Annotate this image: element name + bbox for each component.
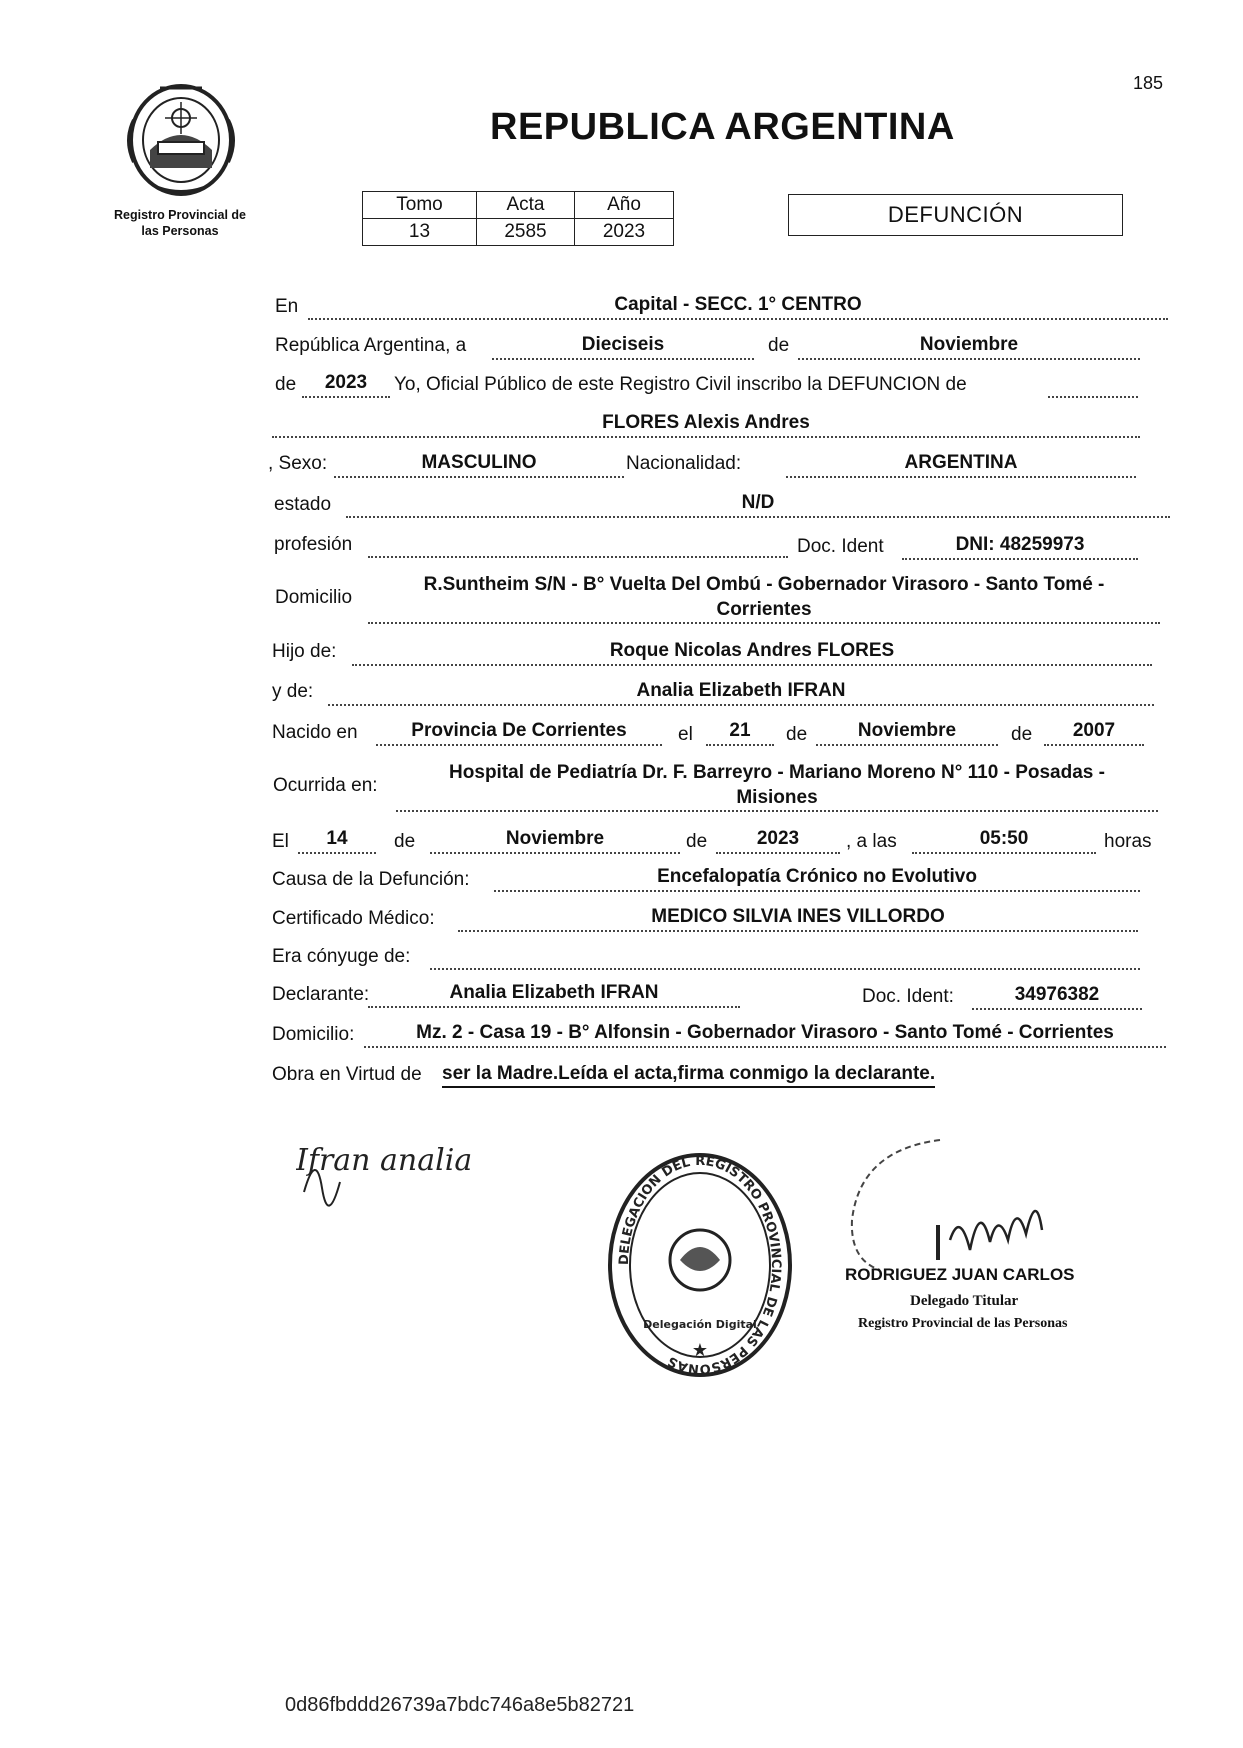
declarante-value: Analia Elizabeth IFRAN [368, 982, 740, 1008]
declarant-signature [296, 1140, 536, 1210]
page-number: 185 [1133, 73, 1164, 93]
domicilio-value: R.Suntheim S/N - B° Vuelta Del Ombú - Gobernador Virasoro - Santo Tomé - Corrientes [368, 572, 1160, 624]
anio-value: 2023 [302, 372, 390, 398]
domicilio-label: Domicilio [275, 587, 353, 608]
en-label: En [275, 296, 299, 317]
decl-domicilio-value: Mz. 2 - Casa 19 - B° Alfonsin - Gobernador Virasoro - Santo Tomé - Corrientes [364, 1022, 1166, 1048]
value-anio: 2023 [575, 219, 674, 246]
sexo-value: MASCULINO [334, 452, 624, 478]
officer-role: Delegado Titular [910, 1293, 1019, 1309]
document-hash: 0d86fbddd26739a7bdc746a8e5b82721 [285, 1694, 635, 1716]
ocurrida-label: Ocurrida en: [273, 775, 378, 796]
nacionalidad-label: Nacionalidad: [626, 453, 742, 474]
svg-text:Ifran analia: Ifran analia [296, 1143, 473, 1178]
ocurrida-value: Hospital de Pediatría Dr. F. Barreyro - Mariano Moreno N° 110 - Posadas - Misiones [396, 760, 1158, 812]
nacido-dia: 21 [706, 720, 774, 746]
en-value: Capital - SECC. 1° CENTRO [308, 294, 1168, 320]
horas-label: horas [1104, 831, 1152, 852]
svg-text:★: ★ [691, 1340, 709, 1360]
registry-label: Registro Provincial de las Personas [114, 208, 246, 238]
causa-value: Encefalopatía Crónico no Evolutivo [494, 866, 1140, 892]
svg-text:DELEGACION DEL REGISTRO PROVIN: DELEGACION DEL REGISTRO PROVINCIAL DE LAS PERSONAS [616, 1153, 784, 1377]
estado-value: N/D [346, 492, 1170, 518]
causa-label: Causa de la Defunción: [272, 869, 470, 890]
de3-label: de [786, 724, 808, 745]
nacido-label: Nacido en [272, 722, 358, 743]
certificado-label: Certificado Médico: [272, 908, 435, 929]
mes-value: Noviembre [798, 334, 1140, 360]
fallec-anio: 2023 [716, 828, 840, 854]
de5-label: de [394, 831, 416, 852]
doc-ident-value: DNI: 48259973 [902, 534, 1138, 560]
hijo-label: Hijo de: [272, 641, 337, 662]
officer-signature [820, 1130, 1120, 1280]
nacido-anio: 2007 [1044, 720, 1144, 746]
conyuge-value [430, 944, 1140, 970]
nacionalidad-value: ARGENTINA [786, 452, 1136, 478]
inscribo-text: Yo, Oficial Público de este Registro Civil inscribo la DEFUNCION de [394, 374, 967, 395]
obra-value: ser la Madre.Leída el acta,firma conmigo la declarante. [442, 1062, 935, 1088]
conyuge-label: Era cónyuge de: [272, 946, 411, 967]
de2-label: de [275, 374, 297, 395]
record-table [362, 191, 674, 246]
declarante-label: Declarante: [272, 984, 370, 1005]
value-tomo: 13 [363, 219, 477, 246]
doc-ident-label: Doc. Ident [797, 536, 884, 557]
fallec-dia: 14 [298, 828, 376, 854]
el2-label: El [272, 831, 289, 852]
nombre-value: FLORES Alexis Andres [272, 412, 1140, 438]
officer-office: Registro Provincial de las Personas [858, 1316, 1068, 1331]
obra-label: Obra en Virtud de [272, 1064, 422, 1085]
header-tomo: Tomo [363, 192, 477, 219]
estado-label: estado [274, 494, 332, 515]
profesion-value [368, 532, 788, 558]
svg-text:Delegación Digital: Delegación Digital [643, 1318, 757, 1331]
alas-label: , a las [846, 831, 897, 852]
decl-doc-label: Doc. Ident: [862, 986, 954, 1007]
yde-value: Analia Elizabeth IFRAN [328, 680, 1154, 706]
official-stamp [600, 1150, 800, 1380]
header-acta: Acta [477, 192, 575, 219]
hijo-value: Roque Nicolas Andres FLORES [352, 640, 1152, 666]
el-label: el [678, 724, 693, 745]
header-anio: Año [575, 192, 674, 219]
hora-value: 05:50 [912, 828, 1096, 854]
record-type-box: DEFUNCIÓN [788, 194, 1123, 236]
officer-name: RODRIGUEZ JUAN CARLOS [845, 1265, 1075, 1284]
de6-label: de [686, 831, 708, 852]
republica-label: República Argentina, a [275, 335, 467, 356]
decl-domicilio-label: Domicilio: [272, 1024, 355, 1045]
certificado-value: MEDICO SILVIA INES VILLORDO [458, 906, 1138, 932]
inscribo-blank [1048, 372, 1138, 398]
page-title: REPUBLICA ARGENTINA [490, 106, 955, 148]
dia-value: Dieciseis [492, 334, 754, 360]
sexo-label: , Sexo: [268, 453, 328, 474]
decl-doc-value: 34976382 [972, 984, 1142, 1010]
fallec-mes: Noviembre [430, 828, 680, 854]
nacido-lugar: Provincia De Corrientes [376, 720, 662, 746]
profesion-label: profesión [274, 534, 353, 555]
de-label: de [768, 335, 790, 356]
nacido-mes: Noviembre [816, 720, 998, 746]
yde-label: y de: [272, 681, 314, 702]
de4-label: de [1011, 724, 1033, 745]
value-acta: 2585 [477, 219, 575, 246]
provincial-crest-logo [122, 80, 240, 198]
